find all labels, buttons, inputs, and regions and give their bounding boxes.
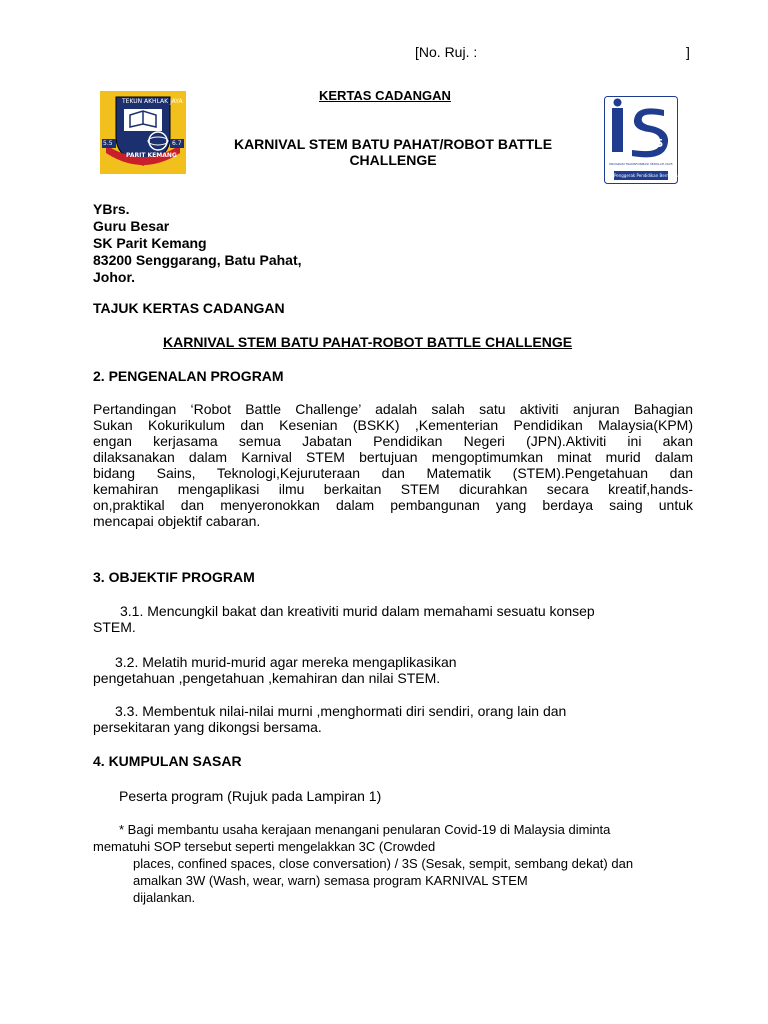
recipient-address (93, 201, 302, 286)
school-crest-logo (100, 91, 186, 174)
section-4-heading: 4. KUMPULAN SASAR (93, 753, 242, 769)
target-participants: Peserta program (Rujuk pada Lampiran 1) (119, 788, 382, 804)
paragraph-line: kemahiran mengaplikasi ilmu berkaitan STEM dicurahkan secara kreatif,hands- (93, 481, 693, 497)
paragraph-line: dilaksanakan dalam Karnival STEM bertujuan mengoptimumkan minat murid dalam (93, 449, 693, 465)
objective-3-2-line-2: pengetahuan ,pengetahuan ,kemahiran dan nilai STEM. (93, 670, 441, 686)
ts25-logo (604, 96, 678, 184)
objective-3-2 (93, 654, 457, 686)
proposal-heading: TAJUK KERTAS CADANGAN (93, 300, 285, 316)
paragraph-line: engan kerjasama semua Jabatan Pendidikan Negeri (JPN).Aktiviti ini akan (93, 433, 693, 449)
proposal-title: KARNIVAL STEM BATU PAHAT-ROBOT BATTLE CHALLENGE (163, 334, 573, 350)
crest-right-digits: 6.7 (172, 140, 182, 147)
objective-3-3-line-2: persekitaran yang dikongsi bersama. (93, 719, 322, 735)
paragraph-line: Sukan Kokurikulum dan Kesenian (BSKK) ,Kementerian Pendidikan Malaysia(KPM) (93, 417, 693, 433)
covid-sop-note (93, 821, 693, 906)
recipient-line-4: 83200 Senggarang, Batu Pahat, (93, 252, 302, 268)
paragraph-line: bidang Sains, Teknologi,Kejuruteraan dan Matematik (STEM).Pengetahuan dan (93, 465, 693, 481)
document-title (190, 136, 596, 168)
note-line-1: * Bagi membantu usaha kerajaan menangani penularan Covid-19 di Malaysia diminta (119, 822, 611, 837)
objective-3-3-line-1: 3.3. Membentuk nilai-nilai murni ,menghormati diri sendiri, orang lain dan (115, 703, 567, 719)
objective-3-1-line-2: STEM. (93, 619, 136, 635)
note-line-2: mematuhi SOP tersebut seperti mengelakkan 3C (Crowded (93, 839, 436, 854)
paragraph-line: on,praktikal dan menyeronokkan dalam pembangunan yang berdaya saing untuk (93, 497, 693, 513)
title-line-2: CHALLENGE (349, 152, 437, 168)
title-line-1: KARNIVAL STEM BATU PAHAT/ROBOT BATTLE (233, 136, 553, 152)
section-2-paragraph (93, 401, 693, 529)
ts25-number: 25 (648, 137, 664, 150)
recipient-line-1: YBrs. (93, 201, 130, 217)
crest-banner-text: PARIT KEMANG (126, 152, 177, 159)
paragraph-line: mencapai objektif cabaran. (93, 513, 261, 529)
objective-3-2-line-1: 3.2. Melatih murid-murid agar mereka mengaplikasikan (115, 654, 457, 670)
objective-3-1 (93, 603, 595, 635)
recipient-line-5: Johor. (93, 269, 136, 285)
ts25-caption: PROGRAM TRANSFORMASI SEKOLAH 2025 (609, 162, 673, 166)
section-3-heading: 3. OBJEKTIF PROGRAM (93, 569, 255, 585)
objective-3-1-line-1: 3.1. Mencungkil bakat dan kreativiti murid dalam memahami sesuatu konsep (120, 603, 595, 619)
section-2-heading: 2. PENGENALAN PROGRAM (93, 368, 284, 384)
document-type: KERTAS CADANGAN (319, 88, 451, 103)
reference-number-bracket: ] (686, 44, 690, 60)
note-line-4: amalkan 3W (Wash, wear, warn) semasa program KARNIVAL STEM (133, 873, 528, 888)
reference-number-label: [No. Ruj. : (415, 44, 478, 60)
recipient-line-3: SK Parit Kemang (93, 235, 207, 251)
note-line-5: dijalankan. (133, 890, 196, 905)
ts25-banner-text: Penggerak Pendidikan Bermakna (614, 173, 680, 178)
objective-3-3 (93, 703, 566, 735)
paragraph-line: Pertandingan ‘Robot Battle Challenge’ adalah salah satu aktiviti anjuran Bahagian (93, 401, 693, 417)
crest-motto: TEKUN AKHLAK JAYA (122, 98, 183, 105)
recipient-line-2: Guru Besar (93, 218, 170, 234)
note-line-3: places, confined spaces, close conversation) / 3S (Sesak, sempit, sembang dekat) dan (133, 856, 634, 871)
crest-left-digits: 5.5 (103, 140, 113, 147)
